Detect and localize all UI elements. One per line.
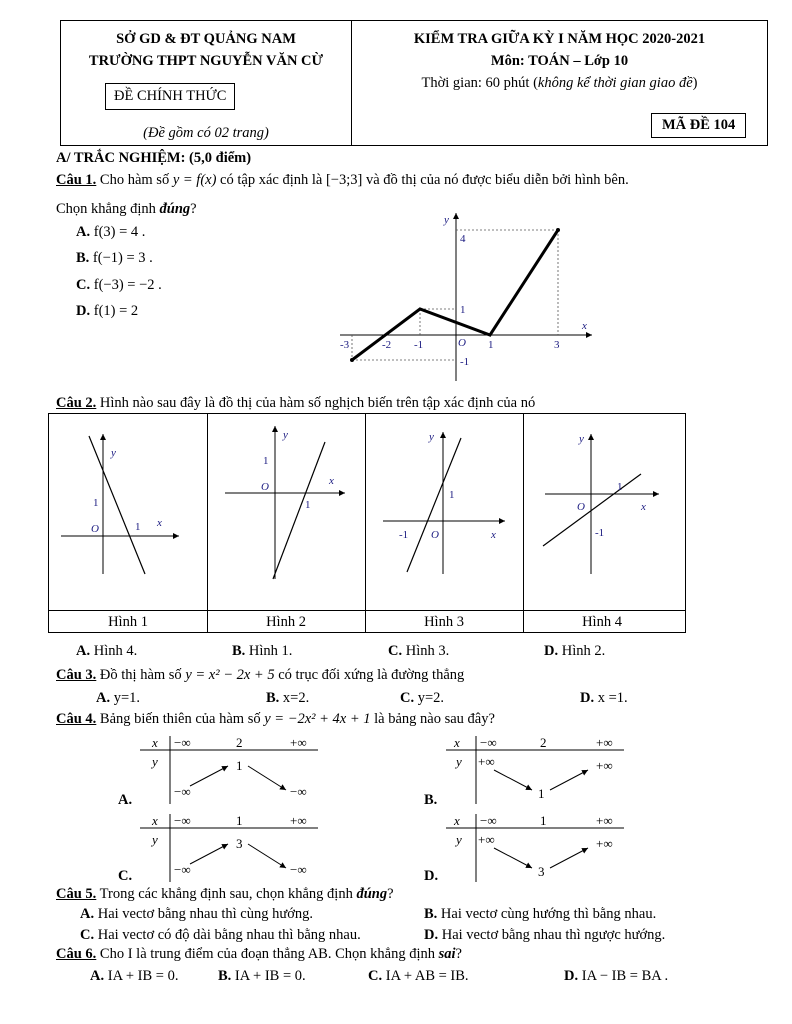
q3-option-d[interactable]: D. x =1. xyxy=(580,690,628,706)
svg-text:y: y xyxy=(429,431,434,443)
tick-xm1: -1 xyxy=(414,339,424,351)
figure-4 xyxy=(523,414,681,610)
caption-1: Hình 1 xyxy=(49,611,208,633)
variation-table-c[interactable] xyxy=(118,812,328,884)
exam-code: MÃ ĐỀ 104 xyxy=(651,113,746,138)
q1-text: Câu 1. Cho hàm số y = f(x) có tập xác định là [−3;3] và đồ thị của nó được biểu diễn bởi hình bên. xyxy=(56,172,629,188)
q1-graph xyxy=(330,205,600,385)
q6-text: Câu 6. Cho I là trung điểm của đoạn thẳng AB. Chọn khẳng định sai? xyxy=(56,946,462,962)
q5-option-c[interactable]: C. Hai vectơ có độ dài bằng nhau thì bằng nhau. xyxy=(80,927,361,943)
q2-option-d[interactable]: D. Hình 2. xyxy=(544,643,606,659)
tick-y1: 1 xyxy=(460,304,466,316)
svg-text:+∞: +∞ xyxy=(290,735,307,750)
svg-text:y: y xyxy=(152,832,158,847)
svg-text:1: 1 xyxy=(236,758,243,773)
x-label: x xyxy=(582,320,587,332)
svg-text:−∞: −∞ xyxy=(174,735,191,750)
pages-note: (Đề gồm có 02 trang) xyxy=(143,125,269,141)
header-box xyxy=(60,20,768,146)
q2-text: Câu 2. Hình nào sau đây là đồ thị của hàm số nghịch biến trên tập xác định của nó xyxy=(56,395,536,411)
svg-text:+∞: +∞ xyxy=(596,836,613,851)
q6-option-d[interactable]: D. IA − IB = BA . xyxy=(564,968,669,984)
svg-text:+∞: +∞ xyxy=(596,758,613,773)
q5-option-d[interactable]: D. Hai vectơ bằng nhau thì ngược hướng. xyxy=(424,927,666,943)
q2-figure-grid xyxy=(48,413,686,633)
tick-y4: 4 xyxy=(460,233,466,245)
caption-2: Hình 2 xyxy=(207,611,366,633)
svg-text:x: x xyxy=(454,813,460,828)
svg-text:O: O xyxy=(91,523,99,535)
school-name: TRƯỜNG THPT NGUYỄN VĂN CỪ xyxy=(88,53,324,69)
variation-table-d[interactable] xyxy=(424,812,634,884)
svg-text:2: 2 xyxy=(236,735,243,750)
svg-text:1: 1 xyxy=(93,497,99,509)
q1-option-b[interactable]: B. f(−1) = 3 . xyxy=(76,250,153,266)
svg-text:x: x xyxy=(641,501,646,513)
exam-title: KIỂM TRA GIỮA KỲ I NĂM HỌC 2020-2021 xyxy=(413,31,706,47)
q4-text: Câu 4. Bảng biến thiên của hàm số y = −2x² + 4x + 1 là bảng nào sau đây? xyxy=(56,711,495,727)
figure-captions xyxy=(49,610,685,633)
table-d-letter: D. xyxy=(424,868,439,884)
svg-text:y: y xyxy=(456,832,462,847)
svg-text:1: 1 xyxy=(538,786,545,801)
q5-text: Câu 5. Trong các khẳng định sau, chọn khẳng định đúng? xyxy=(56,886,394,902)
svg-text:x: x xyxy=(152,735,158,750)
svg-text:y: y xyxy=(456,754,462,769)
tick-xm2: -2 xyxy=(382,339,392,351)
official-stamp: ĐỀ CHÍNH THỨC xyxy=(105,83,235,110)
q1-prompt: Chọn khẳng định đúng? xyxy=(56,201,197,217)
q2-option-a[interactable]: A. Hình 4. xyxy=(76,643,138,659)
tick-x1: 1 xyxy=(488,339,494,351)
svg-text:−∞: −∞ xyxy=(290,784,307,799)
svg-text:x: x xyxy=(329,475,334,487)
caption-4: Hình 4 xyxy=(582,614,622,630)
tick-x3: 3 xyxy=(554,339,560,351)
svg-text:x: x xyxy=(152,813,158,828)
svg-text:2: 2 xyxy=(540,735,547,750)
svg-text:−∞: −∞ xyxy=(174,784,191,799)
svg-text:1: 1 xyxy=(236,813,243,828)
q1-option-d[interactable]: D. f(1) = 2 xyxy=(76,303,139,319)
svg-text:y: y xyxy=(111,447,116,459)
q5-option-a[interactable]: A. Hai vectơ bằng nhau thì cùng hướng. xyxy=(80,906,314,922)
svg-text:1: 1 xyxy=(617,481,623,493)
variation-table-a[interactable] xyxy=(118,734,328,806)
origin-label: O xyxy=(458,337,466,349)
svg-text:1: 1 xyxy=(305,499,311,511)
svg-text:-1: -1 xyxy=(595,527,605,539)
y-label: y xyxy=(444,214,449,226)
svg-text:-1: -1 xyxy=(399,529,409,541)
caption-3: Hình 3 xyxy=(365,611,524,633)
department-name: SỞ GD & ĐT QUẢNG NAM xyxy=(116,31,296,47)
svg-text:3: 3 xyxy=(538,864,545,879)
figure-2 xyxy=(207,414,366,610)
q3-option-c[interactable]: C. y=2. xyxy=(400,690,445,706)
q6-option-c[interactable]: C. IA + AB = IB. xyxy=(368,968,469,984)
q6-option-a[interactable]: A. IA + IB = 0. xyxy=(90,968,179,984)
q1-option-a[interactable]: A. f(3) = 4 . xyxy=(76,224,146,240)
subject: Môn: TOÁN – Lớp 10 xyxy=(490,53,629,69)
svg-text:y: y xyxy=(283,429,288,441)
svg-text:+∞: +∞ xyxy=(478,832,495,847)
svg-text:−∞: −∞ xyxy=(290,862,307,877)
q2-option-b[interactable]: B. Hình 1. xyxy=(232,643,293,659)
section-title: A/ TRẮC NGHIỆM: (5,0 điểm) xyxy=(56,150,252,166)
svg-text:x: x xyxy=(491,529,496,541)
table-a-letter: A. xyxy=(118,792,133,808)
svg-text:x: x xyxy=(157,517,162,529)
svg-text:1: 1 xyxy=(263,455,269,467)
svg-text:+∞: +∞ xyxy=(478,754,495,769)
svg-text:+∞: +∞ xyxy=(290,813,307,828)
svg-text:O: O xyxy=(261,481,269,493)
q6-option-b[interactable]: B. IA + IB = 0. xyxy=(218,968,306,984)
q3-option-a[interactable]: A. y=1. xyxy=(96,690,141,706)
svg-text:1: 1 xyxy=(135,521,141,533)
table-b-letter: B. xyxy=(424,792,438,808)
table-c-letter: C. xyxy=(118,868,133,884)
svg-text:3: 3 xyxy=(236,836,243,851)
figure-1 xyxy=(49,414,208,610)
q3-text: Câu 3. Đồ thị hàm số y = x² − 2x + 5 có trục đối xứng là đường thẳng xyxy=(56,667,465,683)
svg-text:−∞: −∞ xyxy=(174,862,191,877)
q1-option-c[interactable]: C. f(−3) = −2 . xyxy=(76,277,162,293)
svg-text:1: 1 xyxy=(449,489,455,501)
svg-text:O: O xyxy=(431,529,439,541)
svg-text:+∞: +∞ xyxy=(596,813,613,828)
svg-text:O: O xyxy=(577,501,585,513)
figure-3 xyxy=(365,414,524,610)
svg-text:1: 1 xyxy=(540,813,547,828)
svg-text:−∞: −∞ xyxy=(480,813,497,828)
time-limit: Thời gian: 60 phút (không kể thời gian giao đề) xyxy=(421,75,698,91)
q2-option-c[interactable]: C. Hình 3. xyxy=(388,643,450,659)
svg-text:−∞: −∞ xyxy=(480,735,497,750)
svg-text:x: x xyxy=(454,735,460,750)
q5-option-b[interactable]: B. Hai vectơ cùng hướng thì bằng nhau. xyxy=(424,906,657,922)
tick-xm3: -3 xyxy=(340,339,350,351)
svg-text:y: y xyxy=(152,754,158,769)
q3-option-b[interactable]: B. x=2. xyxy=(266,690,310,706)
tick-ym1: -1 xyxy=(460,356,470,368)
svg-text:+∞: +∞ xyxy=(596,735,613,750)
svg-text:y: y xyxy=(579,433,584,445)
svg-text:−∞: −∞ xyxy=(174,813,191,828)
variation-table-b[interactable] xyxy=(424,734,634,806)
